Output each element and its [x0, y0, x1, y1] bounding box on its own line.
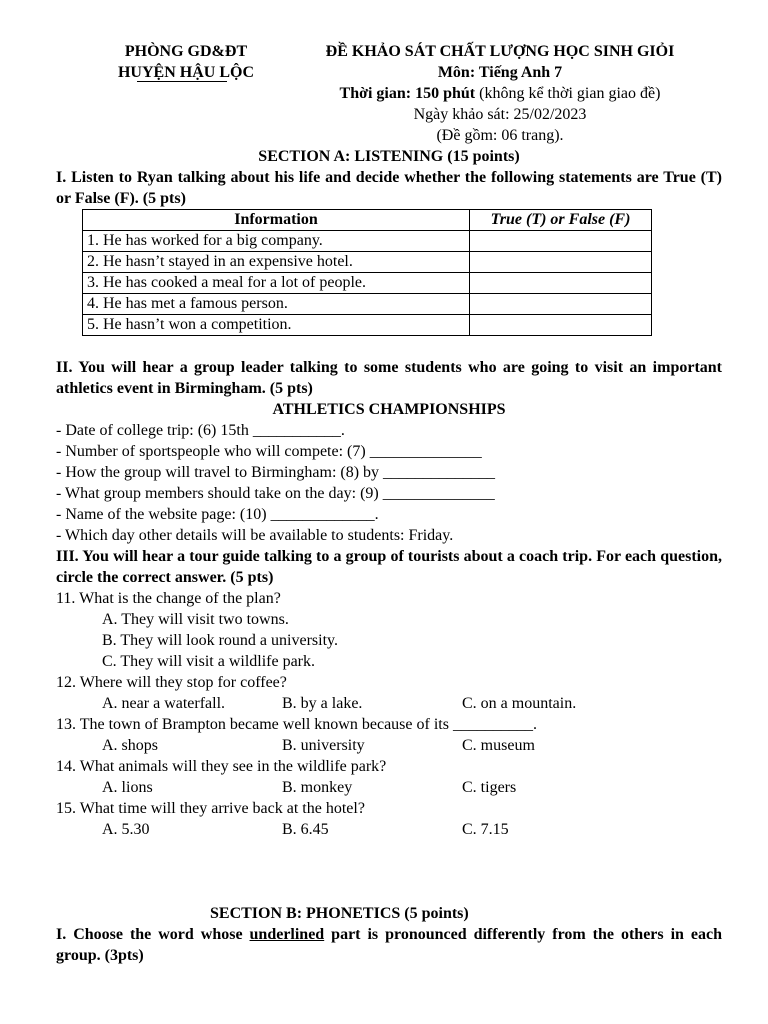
answer-cell[interactable]: [470, 231, 652, 252]
answer-cell[interactable]: [470, 252, 652, 273]
header-divider: [137, 81, 227, 82]
option[interactable]: B. university: [282, 737, 365, 754]
statement-cell: 5. He hasn’t won a competition.: [83, 315, 470, 336]
question-11: 11. What is the change of the plan?: [56, 590, 281, 607]
option[interactable]: B. monkey: [282, 779, 353, 796]
exam-date: Ngày khảo sát: 25/02/2023: [413, 106, 587, 123]
question-15: 15. What time will they arrive back at the hotel?: [56, 800, 365, 817]
instruction-pre: I. Choose the word whose: [56, 926, 250, 943]
option[interactable]: A. shops: [102, 737, 159, 754]
department-name: PHÒNG GD&ĐT: [124, 43, 248, 60]
table-header-row: [83, 210, 652, 231]
table-header-information: Information: [83, 210, 470, 231]
question-14: 14. What animals will they see in the wildlife park?: [56, 758, 387, 775]
option[interactable]: A. They will visit two towns.: [102, 611, 289, 628]
option[interactable]: C. museum: [462, 737, 535, 754]
table-row: [83, 315, 652, 336]
section-b-title: SECTION B: PHONETICS (5 points): [210, 905, 469, 922]
option[interactable]: A. lions: [102, 779, 153, 796]
answer-cell[interactable]: [470, 294, 652, 315]
options-row: [56, 693, 722, 714]
exam-time-note: (không kể thời gian giao đề): [475, 85, 661, 102]
exam-time-label: Thời gian: 150 phút: [339, 85, 476, 102]
statement-cell: 2. He hasn’t stayed in an expensive hotel.: [83, 252, 470, 273]
fill-line: - Date of college trip: (6) 15th ___________.: [56, 422, 345, 439]
option[interactable]: C. They will visit a wildlife park.: [102, 653, 316, 670]
fill-line: - Number of sportspeople who will compete: (7) ______________: [56, 443, 482, 460]
option[interactable]: C. on a mountain.: [462, 695, 577, 712]
table-row: [83, 231, 652, 252]
exam-time: [300, 83, 700, 104]
option[interactable]: A. 5.30: [102, 821, 150, 838]
exam-pages: (Đề gồm: 06 trang).: [436, 127, 564, 144]
option[interactable]: A. near a waterfall.: [102, 695, 226, 712]
section-a-title: SECTION A: LISTENING (15 points): [258, 148, 520, 165]
exam-body: [56, 146, 722, 966]
option[interactable]: C. tigers: [462, 779, 517, 796]
option[interactable]: C. 7.15: [462, 821, 509, 838]
option[interactable]: B. 6.45: [282, 821, 329, 838]
fill-line: - Which day other details will be available to students: Friday.: [56, 527, 454, 544]
statement-cell: 1. He has worked for a big company.: [83, 231, 470, 252]
question-13: 13. The town of Brampton became well known because of its __________.: [56, 716, 537, 733]
instruction-post: part is pronounced differently from the others in each group. (3pts): [56, 926, 723, 964]
options-row: [56, 819, 722, 840]
table-row: [83, 294, 652, 315]
statement-cell: 3. He has cooked a meal for a lot of people.: [83, 273, 470, 294]
true-false-table: [82, 209, 652, 336]
statement-cell: 4. He has met a famous person.: [83, 294, 470, 315]
table-header-true-false: True (T) or False (F): [470, 210, 652, 231]
option[interactable]: B. by a lake.: [282, 695, 363, 712]
part3-instruction: III. You will hear a tour guide talking to a group of tourists about a coach trip. For each question, circle the correct answer. (5 pts): [56, 548, 722, 586]
fill-line: - What group members should take on the day: (9) ______________: [56, 485, 495, 502]
exam-subject: Môn: Tiếng Anh 7: [437, 64, 563, 81]
instruction-underlined: underlined: [249, 926, 325, 943]
part2-title: ATHLETICS CHAMPIONSHIPS: [272, 401, 506, 418]
options-row: [56, 735, 722, 756]
part1-instruction: I. Listen to Ryan talking about his life and decide whether the following statements are True (T) or False (F). (5 pts): [56, 169, 722, 207]
exam-info-block: [300, 41, 700, 146]
answer-cell[interactable]: [470, 273, 652, 294]
options-row: [56, 777, 722, 798]
part2-instruction: II. You will hear a group leader talking to some students who are going to visit an important athletics event in Birmingham. (5 pts): [56, 359, 722, 397]
fill-line: - How the group will travel to Birmingham: (8) by ______________: [56, 464, 496, 481]
department-block: [56, 41, 316, 83]
section-b-part1-instruction: [56, 924, 722, 966]
table-row: [83, 252, 652, 273]
fill-line: - Name of the website page: (10) _____________.: [56, 506, 379, 523]
spacer: [56, 840, 722, 903]
option[interactable]: B. They will look round a university.: [102, 632, 338, 649]
question-12: 12. Where will they stop for coffee?: [56, 674, 287, 691]
spacer: [56, 336, 722, 357]
table-row: [83, 273, 652, 294]
exam-title: ĐỀ KHẢO SÁT CHẤT LƯỢNG HỌC SINH GIỎI: [325, 43, 675, 60]
district-name: HUYỆN HẬU LỘC: [117, 64, 254, 81]
answer-cell[interactable]: [470, 315, 652, 336]
